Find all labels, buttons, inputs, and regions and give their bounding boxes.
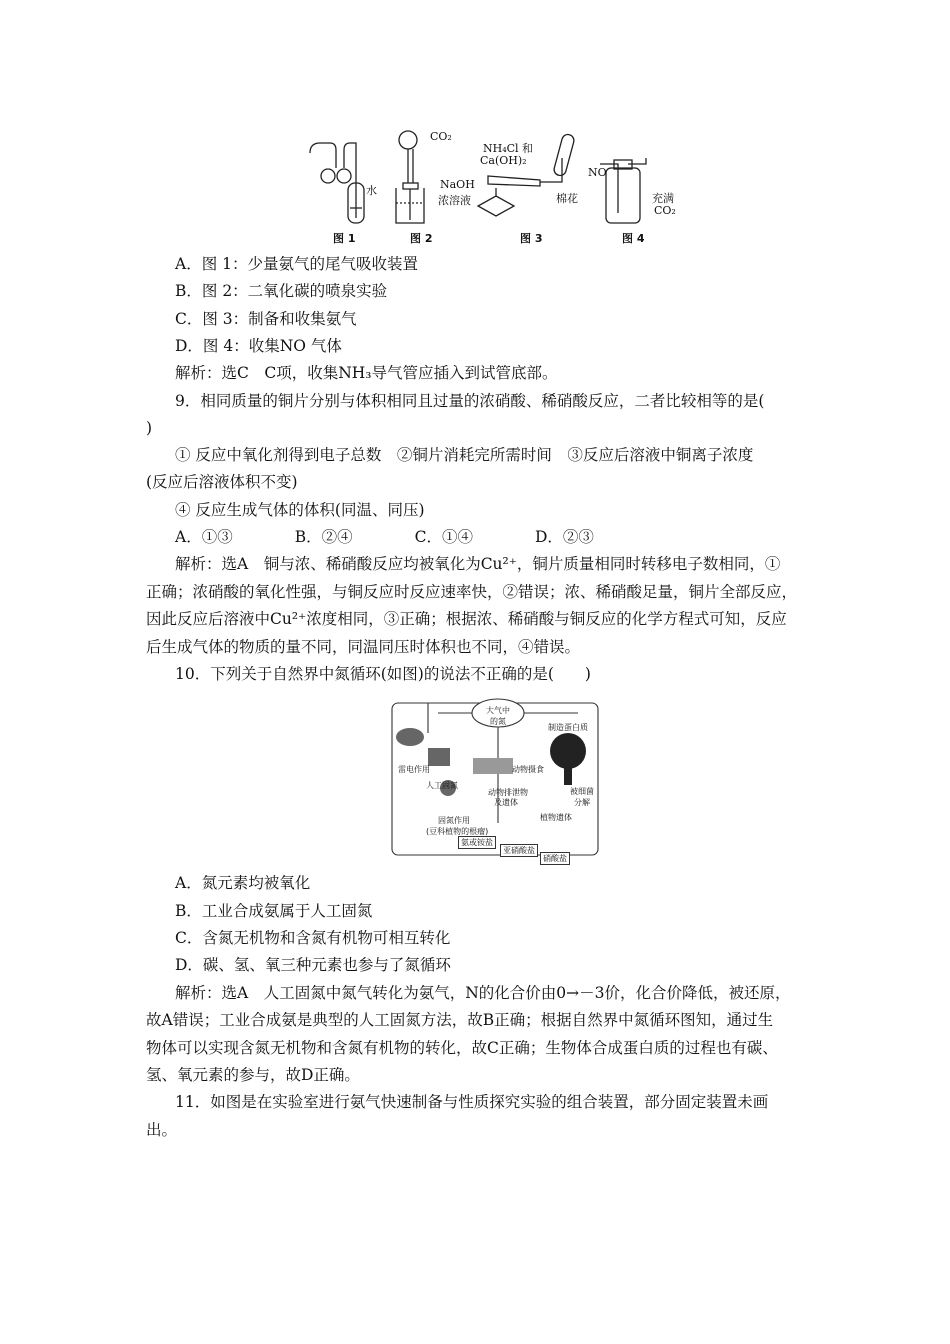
q10-option-c: C．含氮无机物和含氮有机物可相互转化 [175,929,451,947]
water-label: 水 [366,184,377,197]
decompose-label-2: 分解 [574,798,590,807]
q9-analysis-1: 解析：选A 铜与浓、稀硝酸反应均被氧化为Cu²⁺，铜片质量相同时转移电子数相同，① [175,555,781,573]
nh4cl-label: NH₄Cl 和 [483,142,534,155]
atmosphere-label-2: 的氮 [490,717,506,726]
q10-analysis-4: 氢、氧元素的参与，故D正确。 [146,1066,360,1084]
protein-label: 制造蛋白质 [548,723,588,732]
q9-analysis-4: 后生成气体的物质的量不同，同温同压时体积也不同，④错误。 [146,638,581,656]
q9-stem: 9．相同质量的铜片分别与体积相同且过量的浓硝酸、稀硝酸反应，二者比较相等的是( [175,392,765,410]
q8-option-a: A．图 1：少量氨气的尾气吸收装置 [175,255,418,273]
q10-option-b: B．工业合成氨属于人工固氮 [175,902,373,920]
cotton-label: 棉花 [556,192,578,205]
q11-line-2: 出。 [146,1121,178,1139]
plant-remains-label: 植物遗体 [540,813,572,822]
q8-option-b: B．图 2：二氧化碳的喷泉实验 [175,282,388,300]
fig2-caption: 图 2 [410,232,433,245]
q10-option-a: A．氮元素均被氧化 [175,874,311,892]
animal-eat-label: 动物摄食 [512,765,544,774]
q9-analysis-3: 因此反应后溶液中Cu²⁺浓度相同，③正确；根据浓、稀硝酸与铜反应的化学方程式可知，反应 [146,610,787,628]
naoh-solution-label: 浓溶液 [438,194,471,207]
fixation-label: 固氮作用 [438,816,470,825]
q10-analysis-1: 解析：选A 人工固氮中氮气转化为氨气，N的化合价由0→－3价，化合价降低，被还原， [175,984,791,1002]
fig4-caption: 图 4 [622,232,645,245]
fig1-caption: 图 1 [333,232,356,245]
animal-waste-label-2: 及遗体 [494,798,518,807]
q8-option-c: C．图 3：制备和收集氨气 [175,310,357,328]
q9-items-3: ④ 反应生成气体的体积(同温、同压) [175,501,425,519]
caoh2-label: Ca(OH)₂ [480,154,527,167]
q10-analysis-2: 故A错误；工业合成氨是典型的人工固氮方法，故B正确；根据自然界中氮循环图知，通过生 [146,1011,774,1029]
naoh-label: NaOH [440,178,475,191]
fixation-label-2: (豆科植物的根瘤) [426,827,489,836]
q8-analysis: 解析：选C C项，收集NH₃导气管应插入到试管底部。 [175,364,558,382]
no-label: NO [588,166,607,179]
industry-label: 人工固氮 [426,781,458,790]
q8-option-d: D．图 4：收集NO 气体 [175,337,342,355]
q11-line-1: 11．如图是在实验室进行氨气快速制备与性质探究实验的组合装置，部分固定装置未画 [175,1093,769,1111]
q10-analysis-3: 物体可以实现含氮无机物和含氮有机物的转化，故C正确；生物体合成蛋白质的过程也有碳、 [146,1039,778,1057]
co2-label: CO₂ [430,130,452,143]
q9-stem-cont: ) [146,419,153,437]
animal-waste-label: 动物排泄物 [488,788,528,797]
atmosphere-label: 大气中 [486,706,510,715]
q9-items-2: (反应后溶液体积不变) [146,473,298,491]
full-co2-label: CO₂ [654,204,676,217]
q9-analysis-2: 正确；浓硝酸的氧化性强，与铜反应时反应速率快，②错误；浓、稀硝酸足量，铜片全部反应， [146,583,798,601]
nitrate-box: 硝酸盐 [540,852,570,865]
nitrite-box: 亚硝酸盐 [500,844,538,857]
q9-choices: A．①③ B．②④ C．①④ D．②③ [175,528,594,546]
decompose-label: 被细菌 [570,787,594,796]
q9-items-1: ① 反应中氧化剂得到电子总数 ②铜片消耗完所需时间 ③反应后溶液中铜离子浓度 [175,446,754,464]
full-label: 充满 [652,192,674,205]
lightning-label: 雷电作用 [398,765,430,774]
ammonia-box: 氨或铵盐 [458,836,496,849]
q10-stem: 10．下列关于自然界中氮循环(如图)的说法不正确的是( ) [175,665,591,683]
q10-option-d: D．碳、氢、氧三种元素也参与了氮循环 [175,956,451,974]
fig3-caption: 图 3 [520,232,543,245]
